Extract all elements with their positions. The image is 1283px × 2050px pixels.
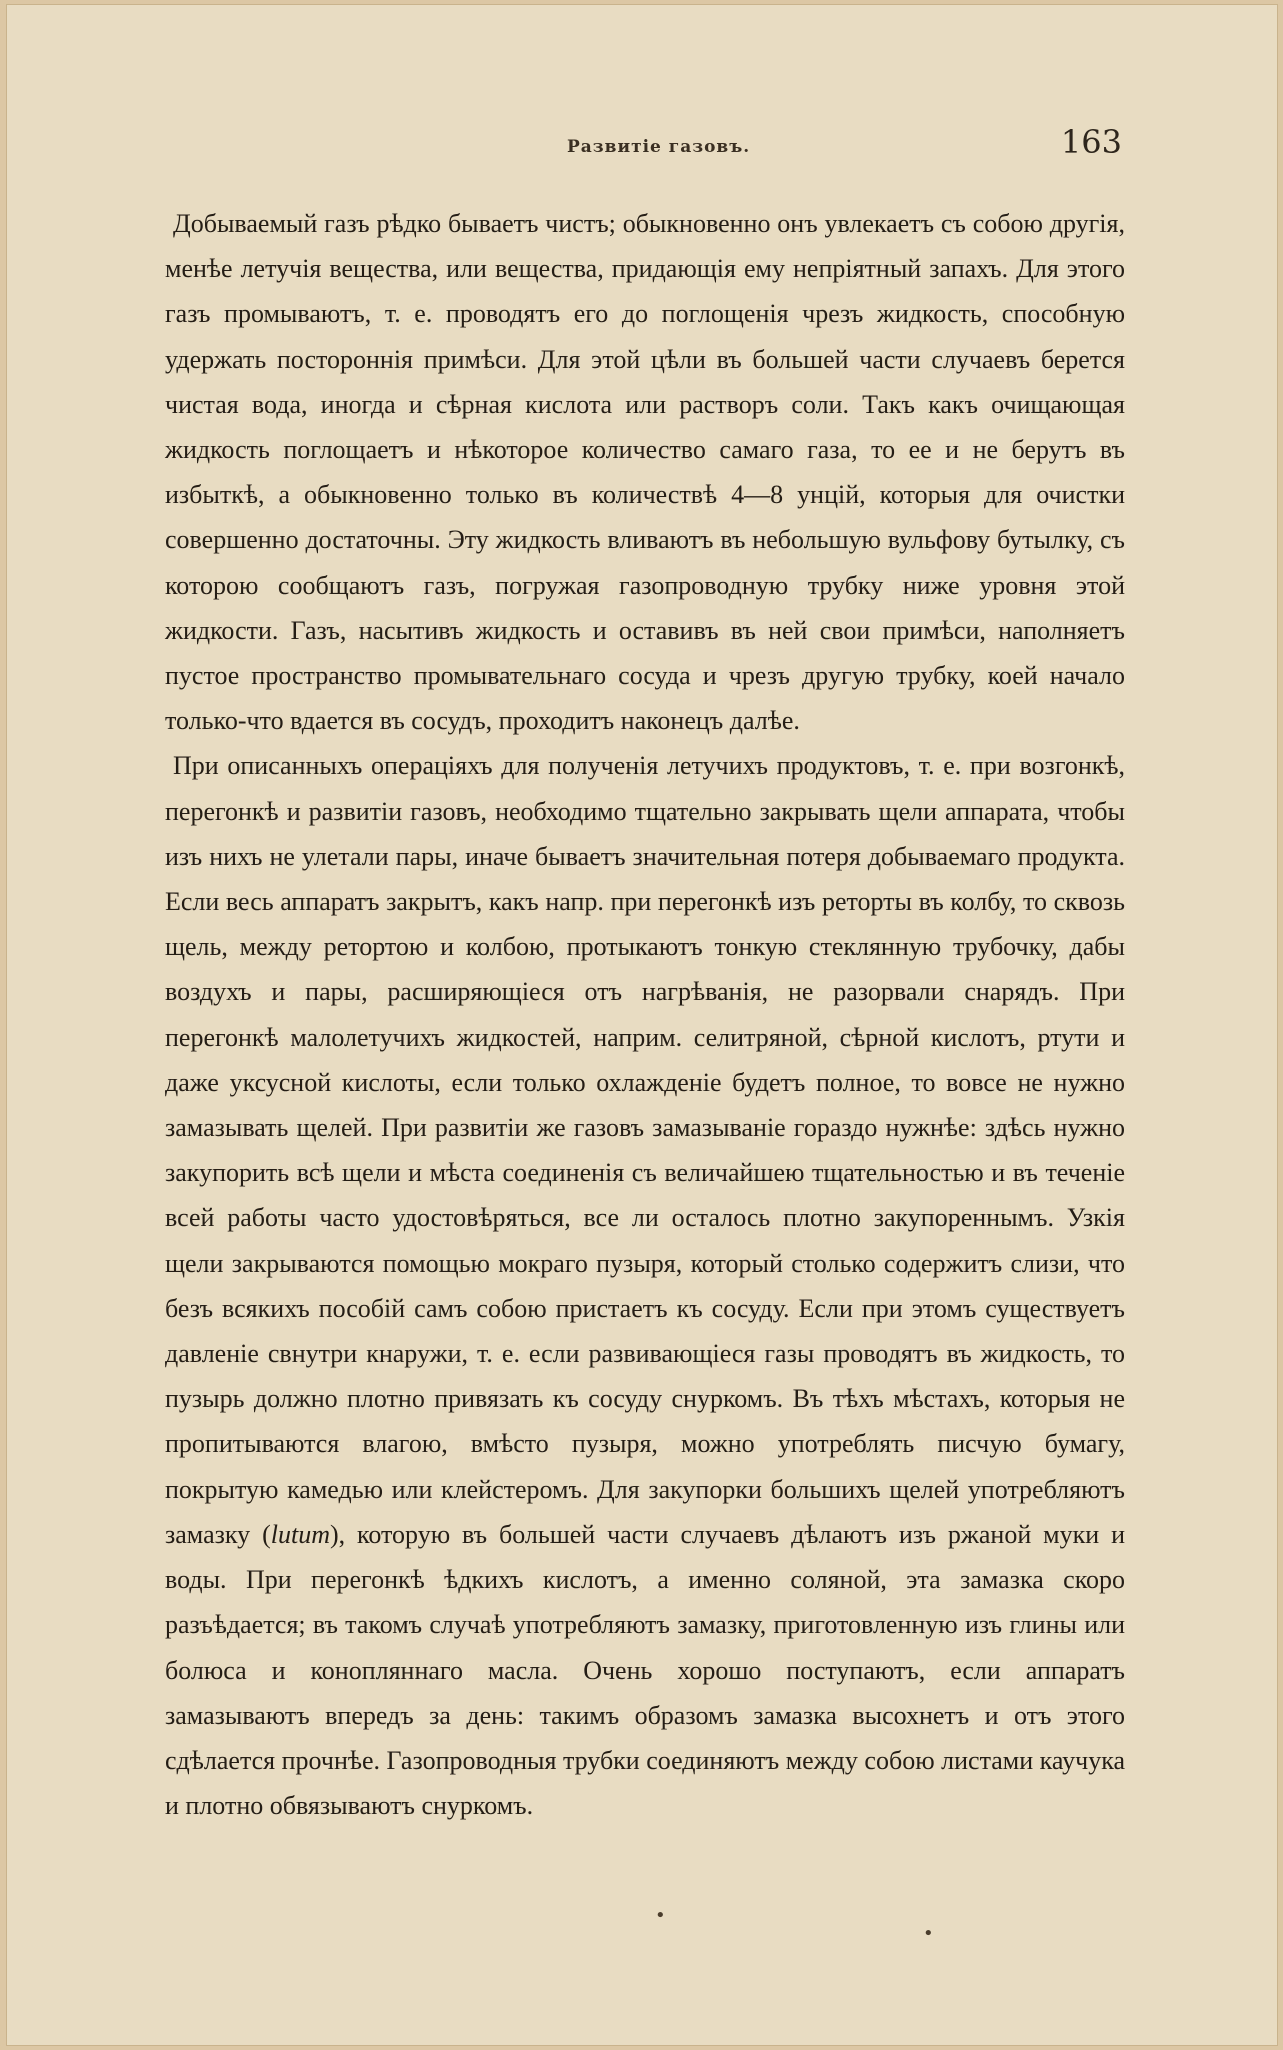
main-text (165, 201, 1125, 1828)
latin-term: lutum (270, 1519, 330, 1549)
book-page (6, 4, 1278, 2046)
paragraph-2-text-after: ), которую въ большей части случаевъ дѣлаютъ изъ ржаной муки и воды. При перегонкѣ ѣдкихъ кислотъ, а именно соляной, эта замазка скоро разъѣдается; въ такомъ случаѣ употребляютъ замазку, приготовленную изъ глины или болюса и конопляннаго масла. Очень хорошо поступаютъ, если аппаратъ замазываютъ впередъ за день: такимъ образомъ замазка высохнетъ и отъ этого сдѣлается прочнѣе. Газопроводныя трубки соединяютъ между собою листами каучука и плотно обвязываютъ снуркомъ. (165, 1519, 1125, 1821)
ink-speck: • (655, 1905, 666, 1926)
page-number: 163 (1060, 123, 1122, 161)
running-title: Развитіе газовъ. (567, 137, 751, 157)
paragraph-2-text-before: При описанныхъ операціяхъ для полученія летучихъ продуктовъ, т. е. при возгонкѣ, перегонкѣ и развитіи газовъ, необходимо тщательно закрывать щели аппарата, чтобы изъ нихъ не улетали пары, иначе бываетъ значительная потеря добываемаго продукта. Если весь аппаратъ закрытъ, какъ напр. при перегонкѣ изъ реторты въ колбу, то сквозь щель, между ретортою и колбою, протыкаютъ тонкую стеклянную трубочку, дабы воздухъ и пары, расширяющіеся отъ нагрѣванія, не разорвали снарядъ. При перегонкѣ малолетучихъ жидкостей, наприм. селитряной, сѣрной кислотъ, ртути и даже уксусной кислоты, если только охлажденіе будетъ полное, то вовсе не нужно замазывать щелей. При развитіи же газовъ замазываніе гораздо нужнѣе: здѣсь нужно закупорить всѣ щели и мѣста соединенія съ величайшею тщательностью и въ теченіе всей работы часто удостовѣряться, все ли осталось плотно закупореннымъ. Узкія щели закрываются помощью мокраго пузыря, который столько содержитъ слизи, что безъ всякихъ пособій самъ собою пристаетъ къ сосуду. Если при этомъ существуетъ давленіе свнутри кнаружи, т. е. если развивающіеся газы проводятъ въ жидкость, то пузырь должно плотно привязать къ сосуду снуркомъ. Въ тѣхъ мѣстахъ, которыя не пропитываются влагою, вмѣсто пузыря, можно употреблять писчую бумагу, покрытую камедью или клейстеромъ. Для закупорки большихъ щелей употребляютъ замазку ( (165, 751, 1125, 1549)
paragraph-1: Добываемый газъ рѣдко бываетъ чистъ; обыкновенно онъ увлекаетъ съ собою другія, менѣе летучія вещества, или вещества, придающія ему непріятный запахъ. Для этого газъ промываютъ, т. е. проводятъ его до поглощенія чрезъ жидкость, способную удержать постороннія примѣси. Для этой цѣли въ большей части случаевъ берется чистая вода, иногда и сѣрная кислота или растворъ соли. Такъ какъ очищающая жидкость поглощаетъ и нѣкоторое количество самаго газа, то ее и не берутъ въ избыткѣ, а обыкновенно только въ количествѣ 4—8 унцій, которыя для очистки совершенно достаточны. Эту жидкость вливаютъ въ небольшую вульфову бутылку, съ которою сообщаютъ газъ, погружая газопроводную трубку ниже уровня этой жидкости. Газъ, насытивъ жидкость и оставивъ въ ней свои примѣси, наполняетъ пустое пространство промывательнаго сосуда и чрезъ другую трубку, коей начало только-что вдается въ сосудъ, проходитъ наконецъ далѣе. (165, 209, 1125, 736)
paragraph-2 (165, 743, 1125, 1828)
ink-speck: • (923, 1923, 934, 1944)
